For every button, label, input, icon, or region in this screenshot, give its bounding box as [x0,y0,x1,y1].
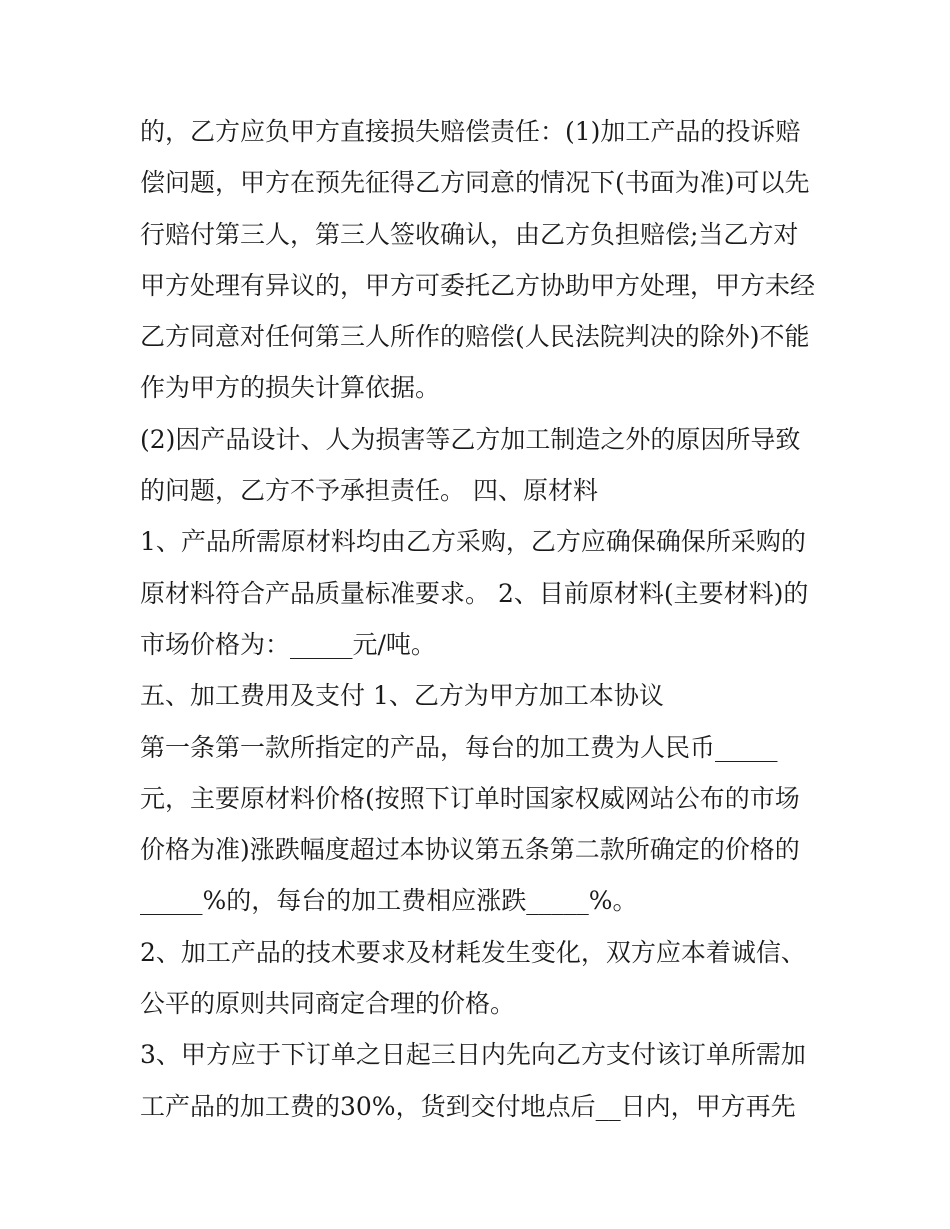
text-line: _____%的，每台的加工费相应涨跌_____%。 [140,886,638,916]
text-line: 第一条第一款所指定的产品，每台的加工费为人民币_____ [140,732,778,762]
text-line: (2)因产品设计、人为损害等乙方加工制造之外的原因所导致 [140,424,801,454]
text-line: 价格为准)涨跌幅度超过本协议第五条第二款所确定的价格的 [140,835,800,865]
text-line: 乙方同意对任何第三人所作的赔偿(人民法院判决的除外)不能 [140,322,810,352]
text-line: 原材料符合产品质量标准要求。 2、目前原材料(主要材料)的 [140,578,809,608]
text-line: 1、产品所需原材料均由乙方采购，乙方应确保确保所采购的 [140,527,806,557]
text-line: 的问题，乙方不予承担责任。 四、原材料 [140,476,598,506]
text-line: 市场价格为：_____元/吨。 [140,629,436,659]
text-line: 五、加工费用及支付 1、乙方为甲方加工本协议 [140,681,664,711]
text-line: 元，主要原材料价格(按照下订单时国家权威网站公布的市场 [140,783,800,813]
text-line: 偿问题，甲方在预先征得乙方同意的情况下(书面为准)可以先 [140,168,810,198]
text-line: 2、加工产品的技术要求及材耗发生变化，双方应本着诚信、 [140,937,806,967]
text-line: 行赔付第三人，第三人签收确认，由乙方负担赔偿;当乙方对 [140,219,799,249]
text-line: 的，乙方应负甲方直接损失赔偿责任：(1)加工产品的投诉赔 [140,117,801,146]
document-body [140,106,830,1132]
text-line: 作为甲方的损失计算依据。 [140,373,441,403]
text-line: 公平的原则共同商定合理的价格。 [140,989,516,1019]
text-line: 工产品的加工费的30%，货到交付地点后__日内，甲方再先 [140,1091,796,1121]
text-line: 甲方处理有异议的，甲方可委托乙方协助甲方处理，甲方未经 [140,270,816,300]
text-line: 3、甲方应于下订单之日起三日内先向乙方支付该订单所需加 [140,1040,806,1070]
